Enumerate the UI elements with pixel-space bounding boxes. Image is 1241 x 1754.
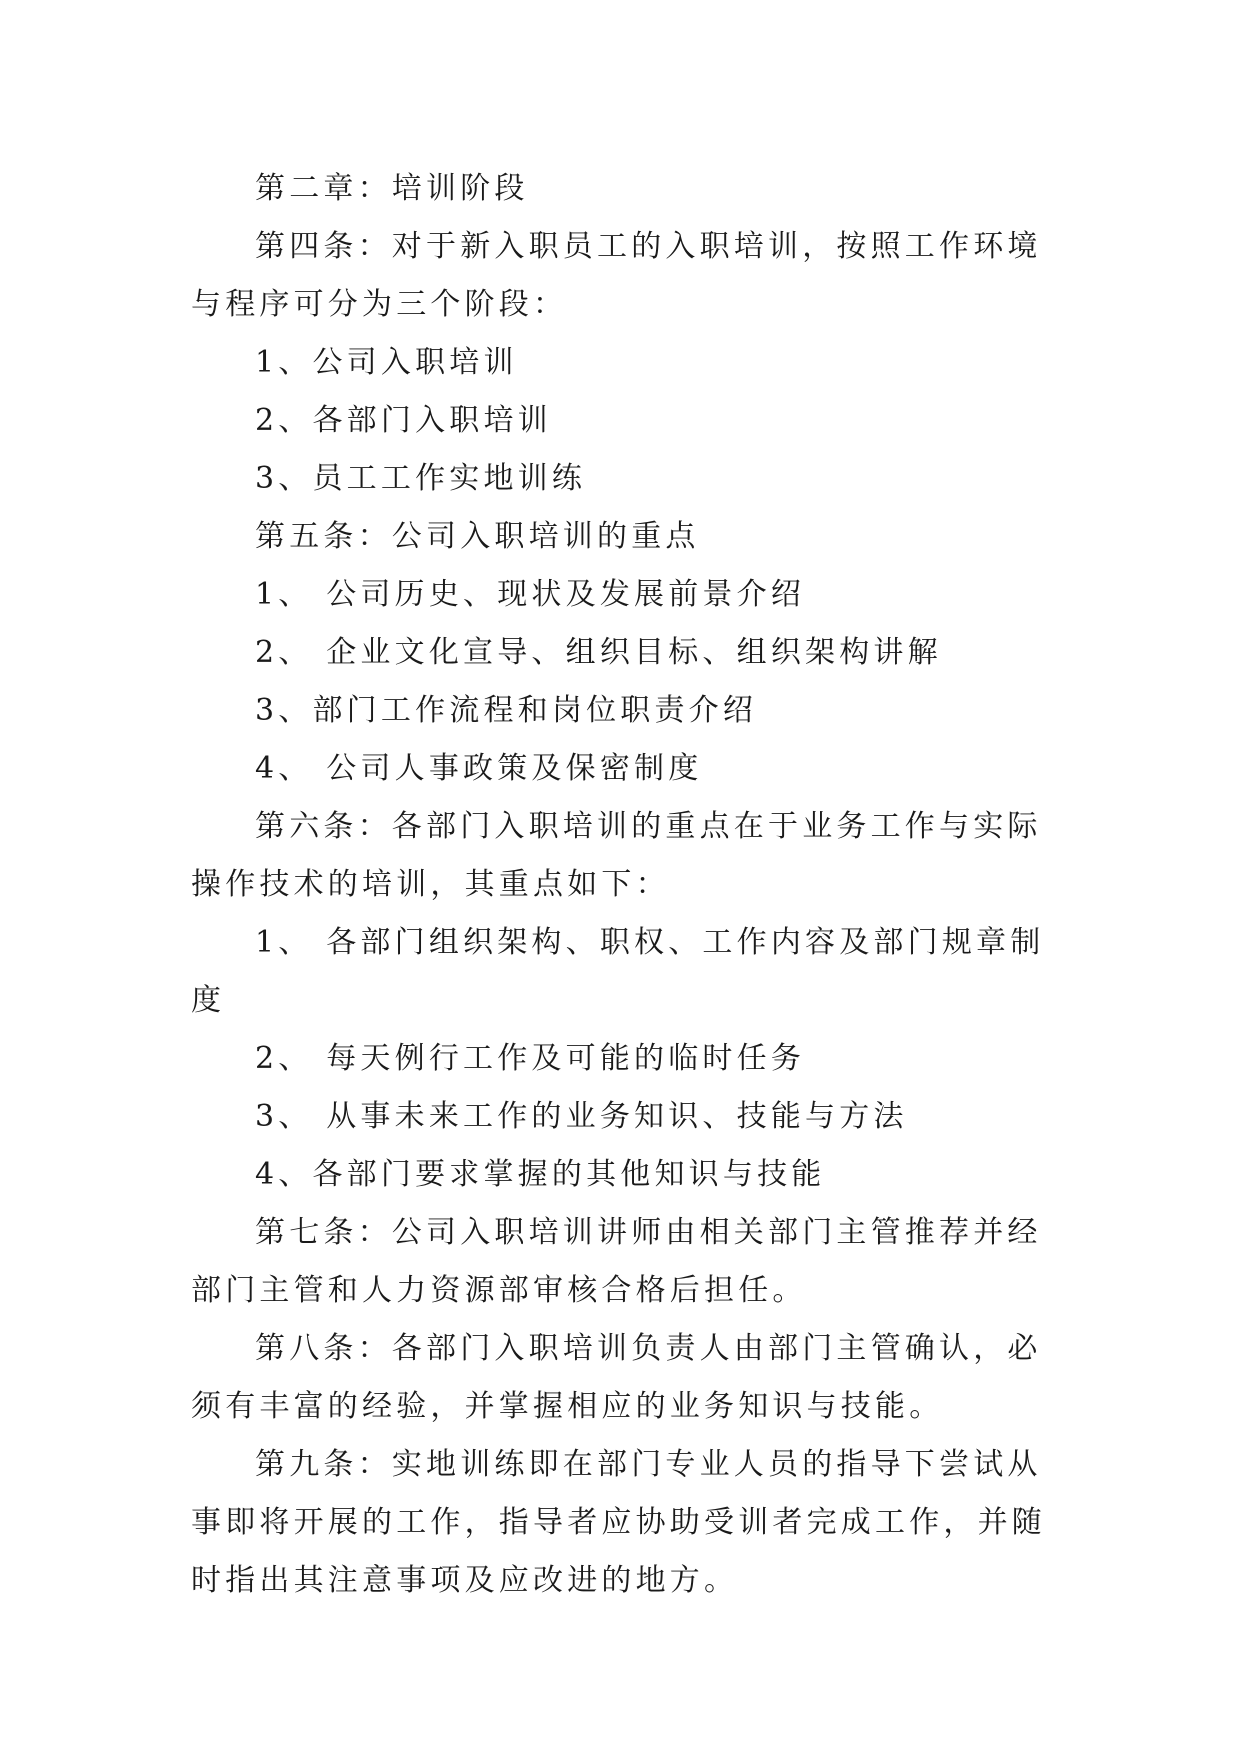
list-item: 2、 每天例行工作及可能的临时任务: [255, 1041, 806, 1076]
list-item: 1、公司入职培训: [255, 345, 518, 380]
chapter-heading: 第二章：培训阶段: [255, 171, 529, 206]
list-item: 4、各部门要求掌握的其他知识与技能: [255, 1157, 826, 1192]
list-item: 3、员工工作实地训练: [255, 461, 587, 496]
list-item: 1、 公司历史、现状及发展前景介绍: [255, 577, 806, 612]
article-5: 第五条：公司入职培训的重点: [255, 519, 700, 554]
list-item: 3、部门工作流程和岗位职责介绍: [255, 693, 758, 728]
article-7: 第七条：公司入职培训讲师由相关部门主管推荐并经部门主管和人力资源部审核合格后担任。: [191, 1215, 1042, 1308]
list-item: 3、 从事未来工作的业务知识、技能与方法: [255, 1099, 908, 1134]
article-4: 第四条：对于新入职员工的入职培训，按照工作环境与程序可分为三个阶段：: [191, 229, 1042, 322]
article-6: 第六条：各部门入职培训的重点在于业务工作与实际操作技术的培训，其重点如下：: [191, 809, 1042, 902]
list-item: 2、 企业文化宣导、组织目标、组织架构讲解: [255, 635, 942, 670]
list-item: 2、各部门入职培训: [255, 403, 552, 438]
list-item: 4、 公司人事政策及保密制度: [255, 751, 703, 786]
article-8: 第八条：各部门入职培训负责人由部门主管确认，必须有丰富的经验，并掌握相应的业务知识与技能。: [191, 1331, 1042, 1424]
list-item: 1、 各部门组织架构、职权、工作内容及部门规章制度: [191, 925, 1045, 1018]
document-body: [191, 160, 1061, 1610]
article-9: 第九条：实地训练即在部门专业人员的指导下尝试从事即将开展的工作，指导者应协助受训者完成工作，并随时指出其注意事项及应改进的地方。: [191, 1447, 1046, 1598]
